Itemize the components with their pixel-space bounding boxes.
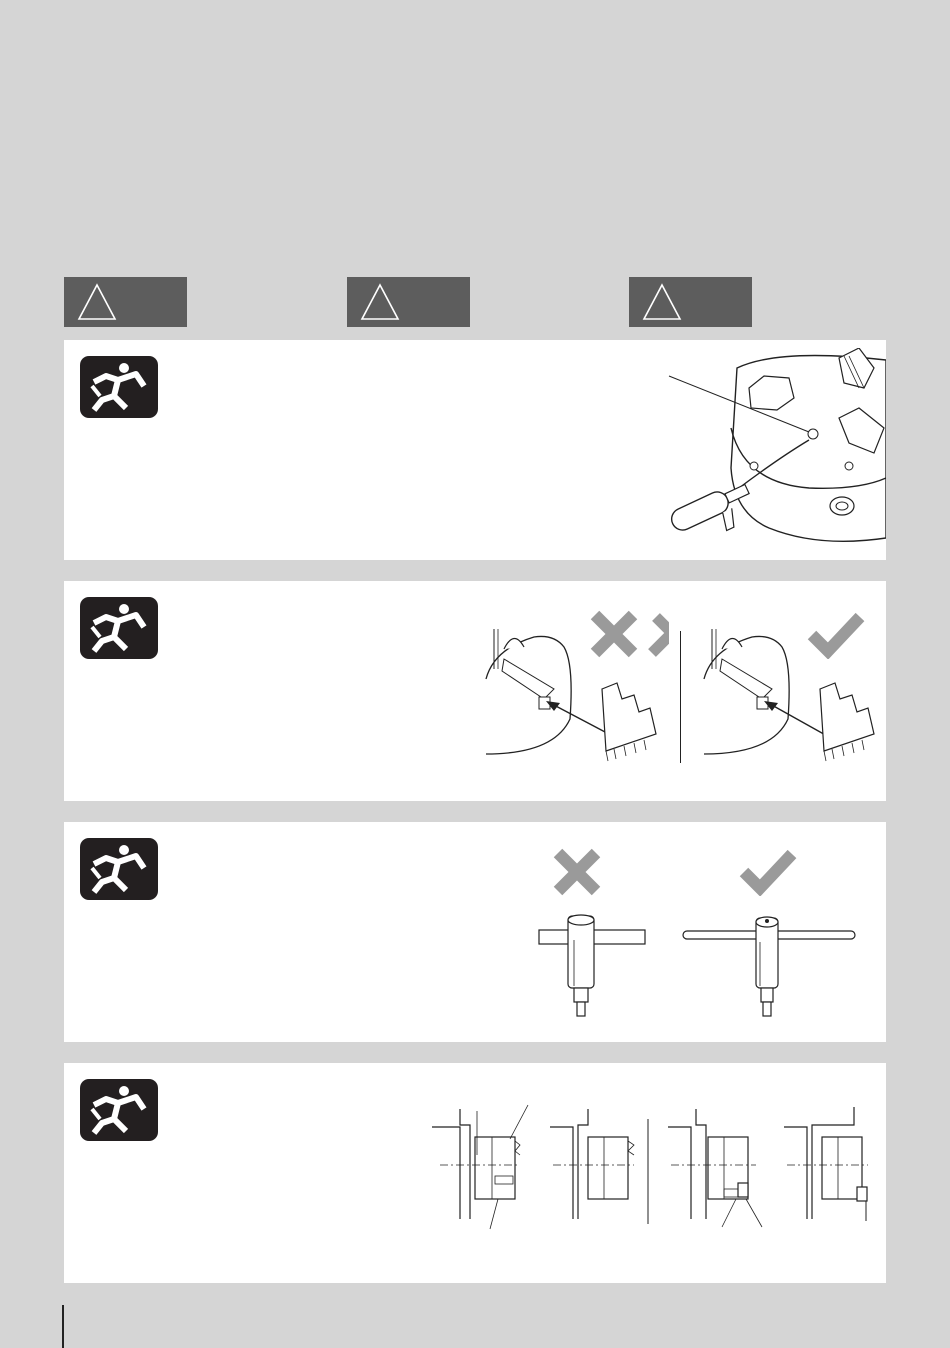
cross-mark-icon <box>589 609 639 659</box>
warning-badge-3 <box>629 277 752 327</box>
fall-hazard-icon <box>80 1079 158 1141</box>
safety-panel-jaw-sections <box>64 1063 886 1283</box>
cross-mark-icon <box>552 847 602 897</box>
safety-panel-chuck-key <box>64 822 886 1042</box>
cross-mark-icon <box>652 617 669 653</box>
fall-hazard-icon <box>80 838 158 900</box>
warning-badge-2 <box>347 277 470 327</box>
warning-triangle-icon <box>359 282 401 322</box>
warning-triangle-icon <box>76 282 118 322</box>
jaw-insertion-wrong-illustration <box>484 609 669 769</box>
check-mark-icon <box>738 848 798 896</box>
safety-panel-lubrication <box>64 340 886 560</box>
safety-panel-jaw-insertion <box>64 581 886 801</box>
chuck-jaw-sections-illustration <box>430 1099 870 1249</box>
check-mark-icon <box>806 611 866 659</box>
page-margin-rule <box>62 1305 64 1348</box>
warning-badge-1 <box>64 277 187 327</box>
chuck-lubrication-illustration <box>659 348 886 558</box>
chuck-key-wrong-illustration <box>536 910 648 1020</box>
fall-hazard-icon <box>80 356 158 418</box>
chuck-key-correct-illustration <box>680 910 860 1020</box>
warning-triangle-icon <box>641 282 683 322</box>
panel-divider <box>680 631 681 763</box>
fall-hazard-icon <box>80 597 158 659</box>
